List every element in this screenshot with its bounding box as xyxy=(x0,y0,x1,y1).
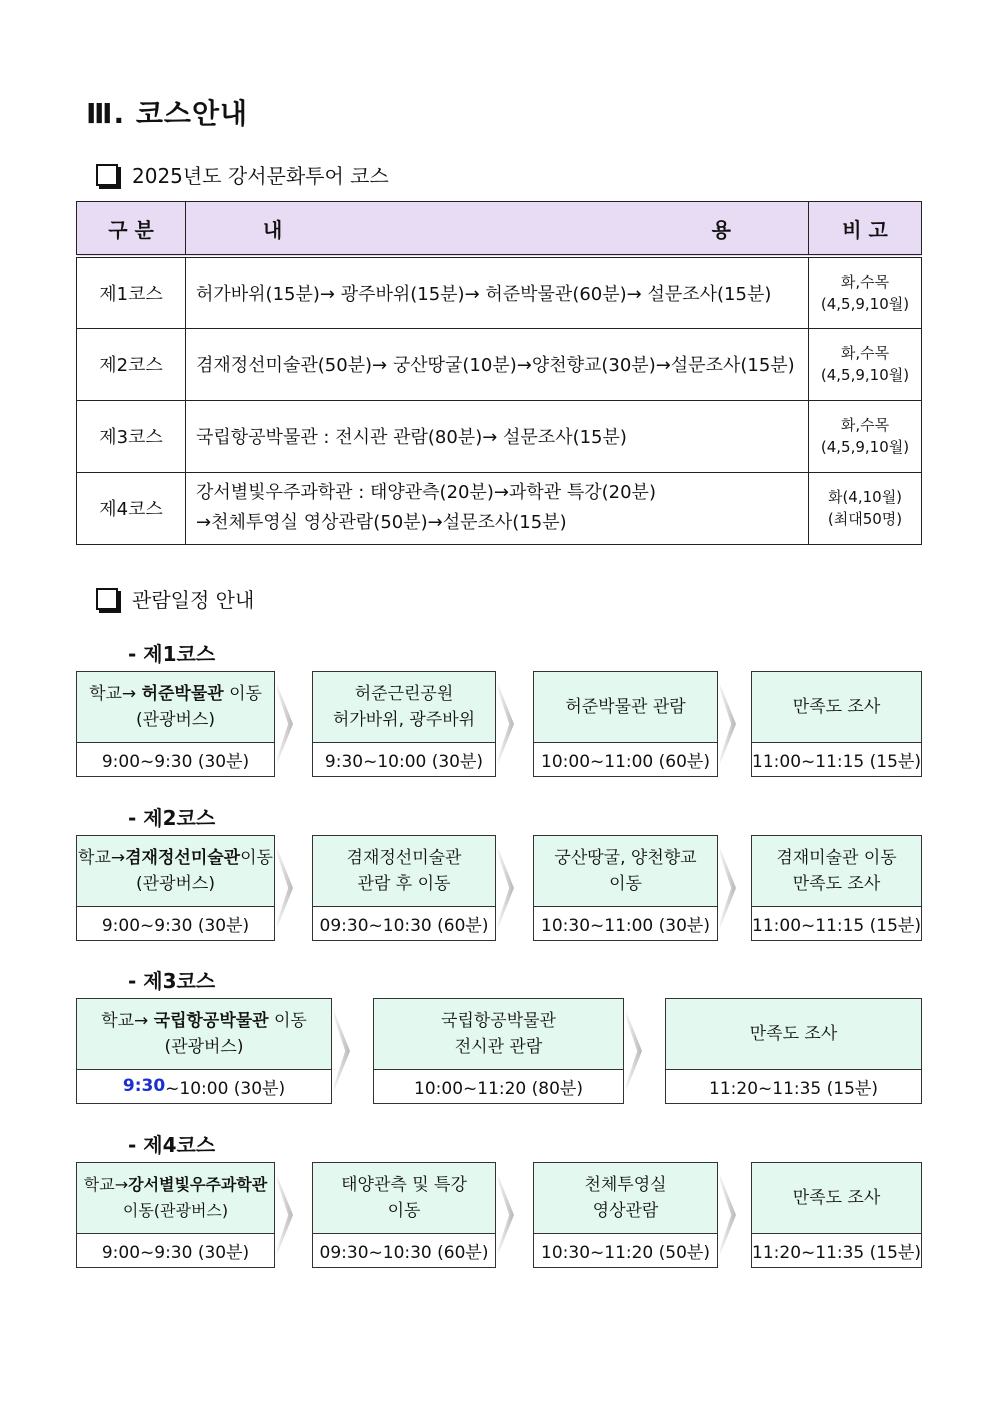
step-text-line2: 이동 xyxy=(387,1201,421,1221)
table-header-row xyxy=(77,202,922,257)
course-content: 허가바위(15분)→ 광주바위(15분)→ 허준박물관(60분)→ 설문조사(15분) xyxy=(186,256,809,328)
course-name: 제4코스 xyxy=(77,472,186,544)
step-time: 11:00~11:15 (15분) xyxy=(752,751,921,772)
schedule-step xyxy=(76,671,275,777)
step-time: 10:30~11:00 (30분) xyxy=(541,915,710,936)
schedule-step xyxy=(76,835,275,941)
chevron-right-icon xyxy=(498,848,514,928)
schedule-title: - 제4코스 xyxy=(128,1133,216,1157)
schedule-step xyxy=(373,998,624,1104)
note-days: 화,수목 xyxy=(840,344,890,362)
step-text-bold: 허준박물관 xyxy=(141,684,224,704)
step-description xyxy=(534,836,717,907)
schedule-step xyxy=(312,671,496,777)
step-time-highlight: 9:30 xyxy=(122,1076,166,1096)
schedule-step xyxy=(533,835,718,941)
step-description xyxy=(77,836,274,907)
step-description xyxy=(666,999,921,1070)
step-text-line2: 이동(관광버스) xyxy=(122,1201,229,1220)
chevron-right-icon xyxy=(498,684,514,764)
step-text: 학교→ xyxy=(78,848,126,868)
table-row xyxy=(77,328,922,400)
step-text: 이동 xyxy=(268,1011,307,1031)
chevron-right-icon xyxy=(720,1175,736,1255)
step-time: 9:00~9:30 (30분) xyxy=(101,915,250,936)
subheading-courses xyxy=(96,160,389,189)
step-text-line2: 허가바위, 광주바위 xyxy=(332,710,476,730)
step-time: 11:00~11:15 (15분) xyxy=(752,915,921,936)
header-content-b: 용 xyxy=(711,217,731,242)
step-description xyxy=(752,1163,921,1234)
course-name: 제3코스 xyxy=(77,400,186,472)
schedule-step xyxy=(665,998,922,1104)
schedule-step xyxy=(76,998,332,1104)
step-text: 만족도 조사 xyxy=(792,1188,881,1208)
step-text: 국립항공박물관 xyxy=(441,1011,556,1031)
step-text: 겸재정선미술관 xyxy=(346,848,462,868)
table-row xyxy=(77,472,922,544)
course-content: 겸재정선미술관(50분)→ 궁산땅굴(10분)→양천향교(30분)→설문조사(15분) xyxy=(186,328,809,400)
course-name: 제1코스 xyxy=(77,256,186,328)
step-time: 9:30~10:00 (30분) xyxy=(324,751,484,772)
step-time: 9:00~9:30 (30분) xyxy=(101,1242,250,1263)
step-time-rest: ~10:00 (30분) xyxy=(165,1078,286,1099)
step-text: 태양관측 및 특강 xyxy=(341,1175,467,1195)
course-table xyxy=(76,201,922,545)
header-note: 비 고 xyxy=(809,202,922,257)
table-row xyxy=(77,256,922,328)
step-text: 겸재미술관 이동 xyxy=(776,848,897,868)
course-content-line2: →천체투영실 영상관람(50분)→설문조사(15분) xyxy=(196,512,567,533)
step-description xyxy=(77,672,274,743)
chevron-right-icon xyxy=(626,1011,642,1091)
note-days: 화,수목 xyxy=(840,416,890,434)
section-title: Ⅲ. 코스안내 xyxy=(86,97,249,130)
step-text: 이동 xyxy=(240,848,273,868)
step-description xyxy=(77,999,331,1070)
step-text: 만족도 조사 xyxy=(792,697,881,717)
schedule-step xyxy=(751,1162,922,1268)
step-text-line2: 관람 후 이동 xyxy=(357,874,451,894)
course-note xyxy=(809,256,922,328)
chevron-right-icon xyxy=(277,684,293,764)
chevron-right-icon xyxy=(277,1175,293,1255)
step-text: 학교→ xyxy=(101,1011,154,1031)
course-note xyxy=(809,400,922,472)
header-content-a: 내 xyxy=(263,217,283,242)
schedule-title: - 제3코스 xyxy=(128,969,216,993)
chevron-right-icon xyxy=(720,848,736,928)
step-text: 천체투영실 xyxy=(584,1175,667,1195)
course-content xyxy=(186,472,809,544)
step-time: 10:30~11:20 (50분) xyxy=(541,1242,710,1263)
step-description xyxy=(534,1163,717,1234)
chevron-right-icon xyxy=(720,684,736,764)
chevron-right-icon xyxy=(498,1175,514,1255)
subheading-schedule-label: 관람일정 안내 xyxy=(132,588,255,612)
chevron-right-icon xyxy=(277,848,293,928)
note-days: 화(4,10월) xyxy=(827,488,903,506)
step-description xyxy=(752,836,921,907)
schedule-step xyxy=(751,671,922,777)
step-time: 10:00~11:00 (60분) xyxy=(541,751,710,772)
course-content: 국립항공박물관 : 전시관 관람(80분)→ 설문조사(15분) xyxy=(186,400,809,472)
schedule-step xyxy=(751,835,922,941)
step-time xyxy=(77,1070,331,1102)
note-months: (최대50명) xyxy=(827,510,903,528)
note-months: (4,5,9,10월) xyxy=(820,294,910,313)
step-text-line2: 영상관람 xyxy=(592,1201,659,1221)
schedule-step xyxy=(533,1162,718,1268)
step-time: 10:00~11:20 (80분) xyxy=(414,1078,583,1099)
step-description xyxy=(374,999,623,1070)
step-text-bold: 강서별빛우주과학관 xyxy=(128,1175,268,1194)
checkbox-icon xyxy=(96,588,118,610)
schedule-step xyxy=(312,835,496,941)
step-text-bold: 국립항공박물관 xyxy=(153,1011,269,1031)
step-text: 만족도 조사 xyxy=(749,1024,838,1044)
schedule-step xyxy=(312,1162,496,1268)
step-text-line2: 이동 xyxy=(609,874,642,894)
course-name: 제2코스 xyxy=(77,328,186,400)
header-category: 구 분 xyxy=(77,202,186,257)
schedule-title: - 제2코스 xyxy=(128,806,216,830)
step-text-line2: (관광버스) xyxy=(136,710,215,730)
step-time: 09:30~10:30 (60분) xyxy=(319,915,489,936)
step-description xyxy=(313,836,495,907)
subheading-courses-label: 2025년도 강서문화투어 코스 xyxy=(132,164,389,188)
note-days: 화,수목 xyxy=(840,272,890,291)
step-text-bold: 겸재정선미술관 xyxy=(125,848,241,868)
step-text-line2: 전시관 관람 xyxy=(454,1037,543,1057)
course-note xyxy=(809,472,922,544)
step-description xyxy=(313,672,495,743)
course-content-line1: 강서별빛우주과학관 : 태양관측(20분)→과학관 특강(20분) xyxy=(196,482,656,503)
step-text-line2: 만족도 조사 xyxy=(792,874,881,894)
subheading-schedule xyxy=(96,584,254,613)
step-description xyxy=(752,672,921,743)
course-note xyxy=(809,328,922,400)
step-text: 궁산땅굴, 양천향교 xyxy=(554,848,697,868)
step-text: 허준박물관 관람 xyxy=(565,697,686,717)
header-content xyxy=(186,202,809,257)
step-text: 학교→ xyxy=(83,1175,129,1194)
schedule-step xyxy=(533,671,718,777)
step-text: 이동 xyxy=(223,684,262,704)
step-time: 9:00~9:30 (30분) xyxy=(101,751,250,772)
step-description xyxy=(77,1163,274,1234)
note-months: (4,5,9,10월) xyxy=(820,438,910,456)
schedule-title: - 제1코스 xyxy=(128,642,216,666)
checkbox-icon xyxy=(96,164,118,186)
step-time: 11:20~11:35 (15분) xyxy=(709,1078,878,1099)
step-text: 학교→ xyxy=(89,684,142,704)
step-text-line2: (관광버스) xyxy=(164,1037,244,1057)
schedule-step xyxy=(76,1162,275,1268)
step-text-line2: (관광버스) xyxy=(136,874,215,894)
chevron-right-icon xyxy=(334,1011,350,1091)
step-description xyxy=(313,1163,495,1234)
step-time: 09:30~10:30 (60분) xyxy=(319,1242,489,1263)
step-text: 허준근린공원 xyxy=(354,684,454,704)
note-months: (4,5,9,10월) xyxy=(820,366,910,384)
table-row xyxy=(77,400,922,472)
step-description xyxy=(534,672,717,743)
step-time: 11:20~11:35 (15분) xyxy=(752,1242,921,1263)
